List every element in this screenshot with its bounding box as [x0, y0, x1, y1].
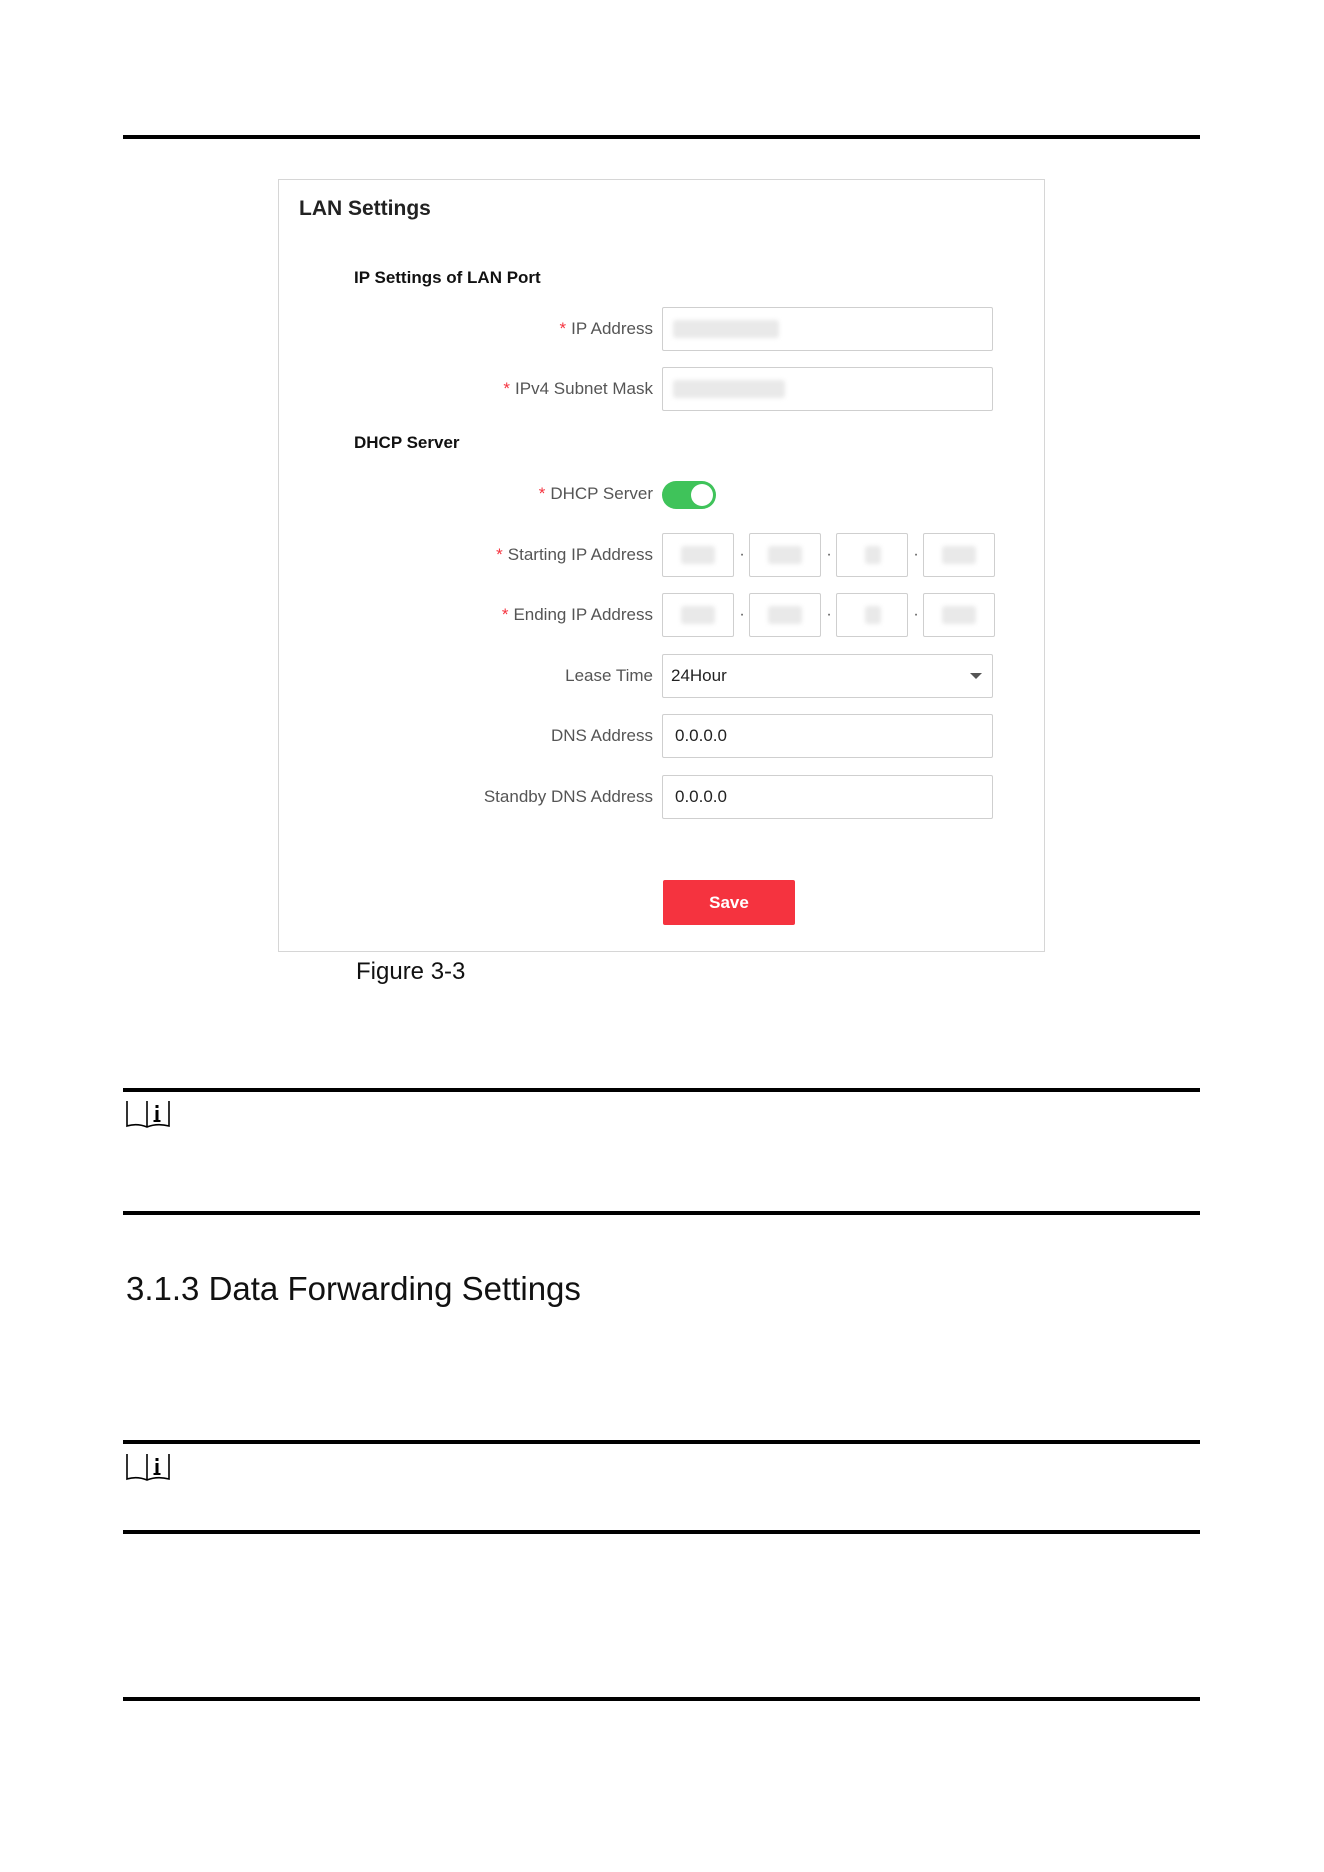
lease-time-value: 24Hour: [671, 666, 727, 685]
dhcp-server-row: [279, 472, 1046, 516]
starting-ip-octet-3[interactable]: [836, 533, 908, 577]
subnet-mask-label: * IPv4 Subnet Mask: [503, 379, 653, 398]
bottom-rule: [123, 1697, 1200, 1701]
ip-separator: ·: [826, 546, 832, 563]
ip-separator: ·: [826, 606, 832, 623]
lease-time-select[interactable]: [662, 654, 993, 698]
ending-ip-label: * Ending IP Address: [501, 605, 653, 624]
starting-ip-row: [279, 533, 1046, 577]
panel-title: LAN Settings: [299, 197, 431, 220]
ending-ip-octet-4[interactable]: [923, 593, 995, 637]
dns-input[interactable]: 0.0.0.0: [662, 714, 993, 758]
note-book-icon: [125, 1452, 171, 1482]
ip-separator: ·: [913, 546, 919, 563]
figure-caption: Figure 3-3: [356, 958, 466, 985]
starting-ip-octet-2[interactable]: [749, 533, 821, 577]
chevron-down-icon: [970, 673, 982, 679]
dns-label: DNS Address: [550, 726, 653, 745]
note2-bottom-rule: [123, 1530, 1200, 1534]
ending-ip-octet-1[interactable]: [662, 593, 734, 637]
ending-ip-octet-3[interactable]: [836, 593, 908, 637]
ip-separator: ·: [913, 606, 919, 623]
dhcp-server-label: * DHCP Server: [538, 484, 653, 503]
lease-time-label: Lease Time: [565, 666, 653, 685]
ending-ip-row: [279, 593, 1046, 637]
note2-top-rule: [123, 1440, 1200, 1444]
dns-row: [279, 714, 1046, 758]
note-bottom-rule: [123, 1211, 1200, 1215]
lan-settings-panel: [278, 179, 1045, 952]
toggle-knob: [691, 484, 713, 506]
lease-time-row: [279, 654, 1046, 698]
ip-address-row: [279, 307, 1046, 351]
standby-dns-row: [279, 775, 1046, 819]
note-top-rule: [123, 1088, 1200, 1092]
dhcp-server-toggle[interactable]: [662, 481, 716, 509]
top-rule: [123, 135, 1200, 139]
ip-separator: ·: [739, 606, 745, 623]
save-button[interactable]: Save: [663, 880, 795, 925]
dhcp-section-title: DHCP Server: [354, 433, 460, 452]
note-book-icon: [125, 1099, 171, 1129]
standby-dns-input[interactable]: 0.0.0.0: [662, 775, 993, 819]
standby-dns-label: Standby DNS Address: [483, 787, 653, 806]
starting-ip-octet-4[interactable]: [923, 533, 995, 577]
subnet-mask-input[interactable]: [662, 367, 993, 411]
ip-address-label: * IP Address: [559, 319, 653, 338]
ip-separator: ·: [739, 546, 745, 563]
starting-ip-label: * Starting IP Address: [496, 545, 653, 564]
ending-ip-octet-2[interactable]: [749, 593, 821, 637]
subnet-mask-row: [279, 367, 1046, 411]
starting-ip-octet-1[interactable]: [662, 533, 734, 577]
section-heading: 3.1.3 Data Forwarding Settings: [126, 1270, 581, 1307]
ip-address-input[interactable]: [662, 307, 993, 351]
ip-settings-section-title: IP Settings of LAN Port: [354, 268, 541, 287]
